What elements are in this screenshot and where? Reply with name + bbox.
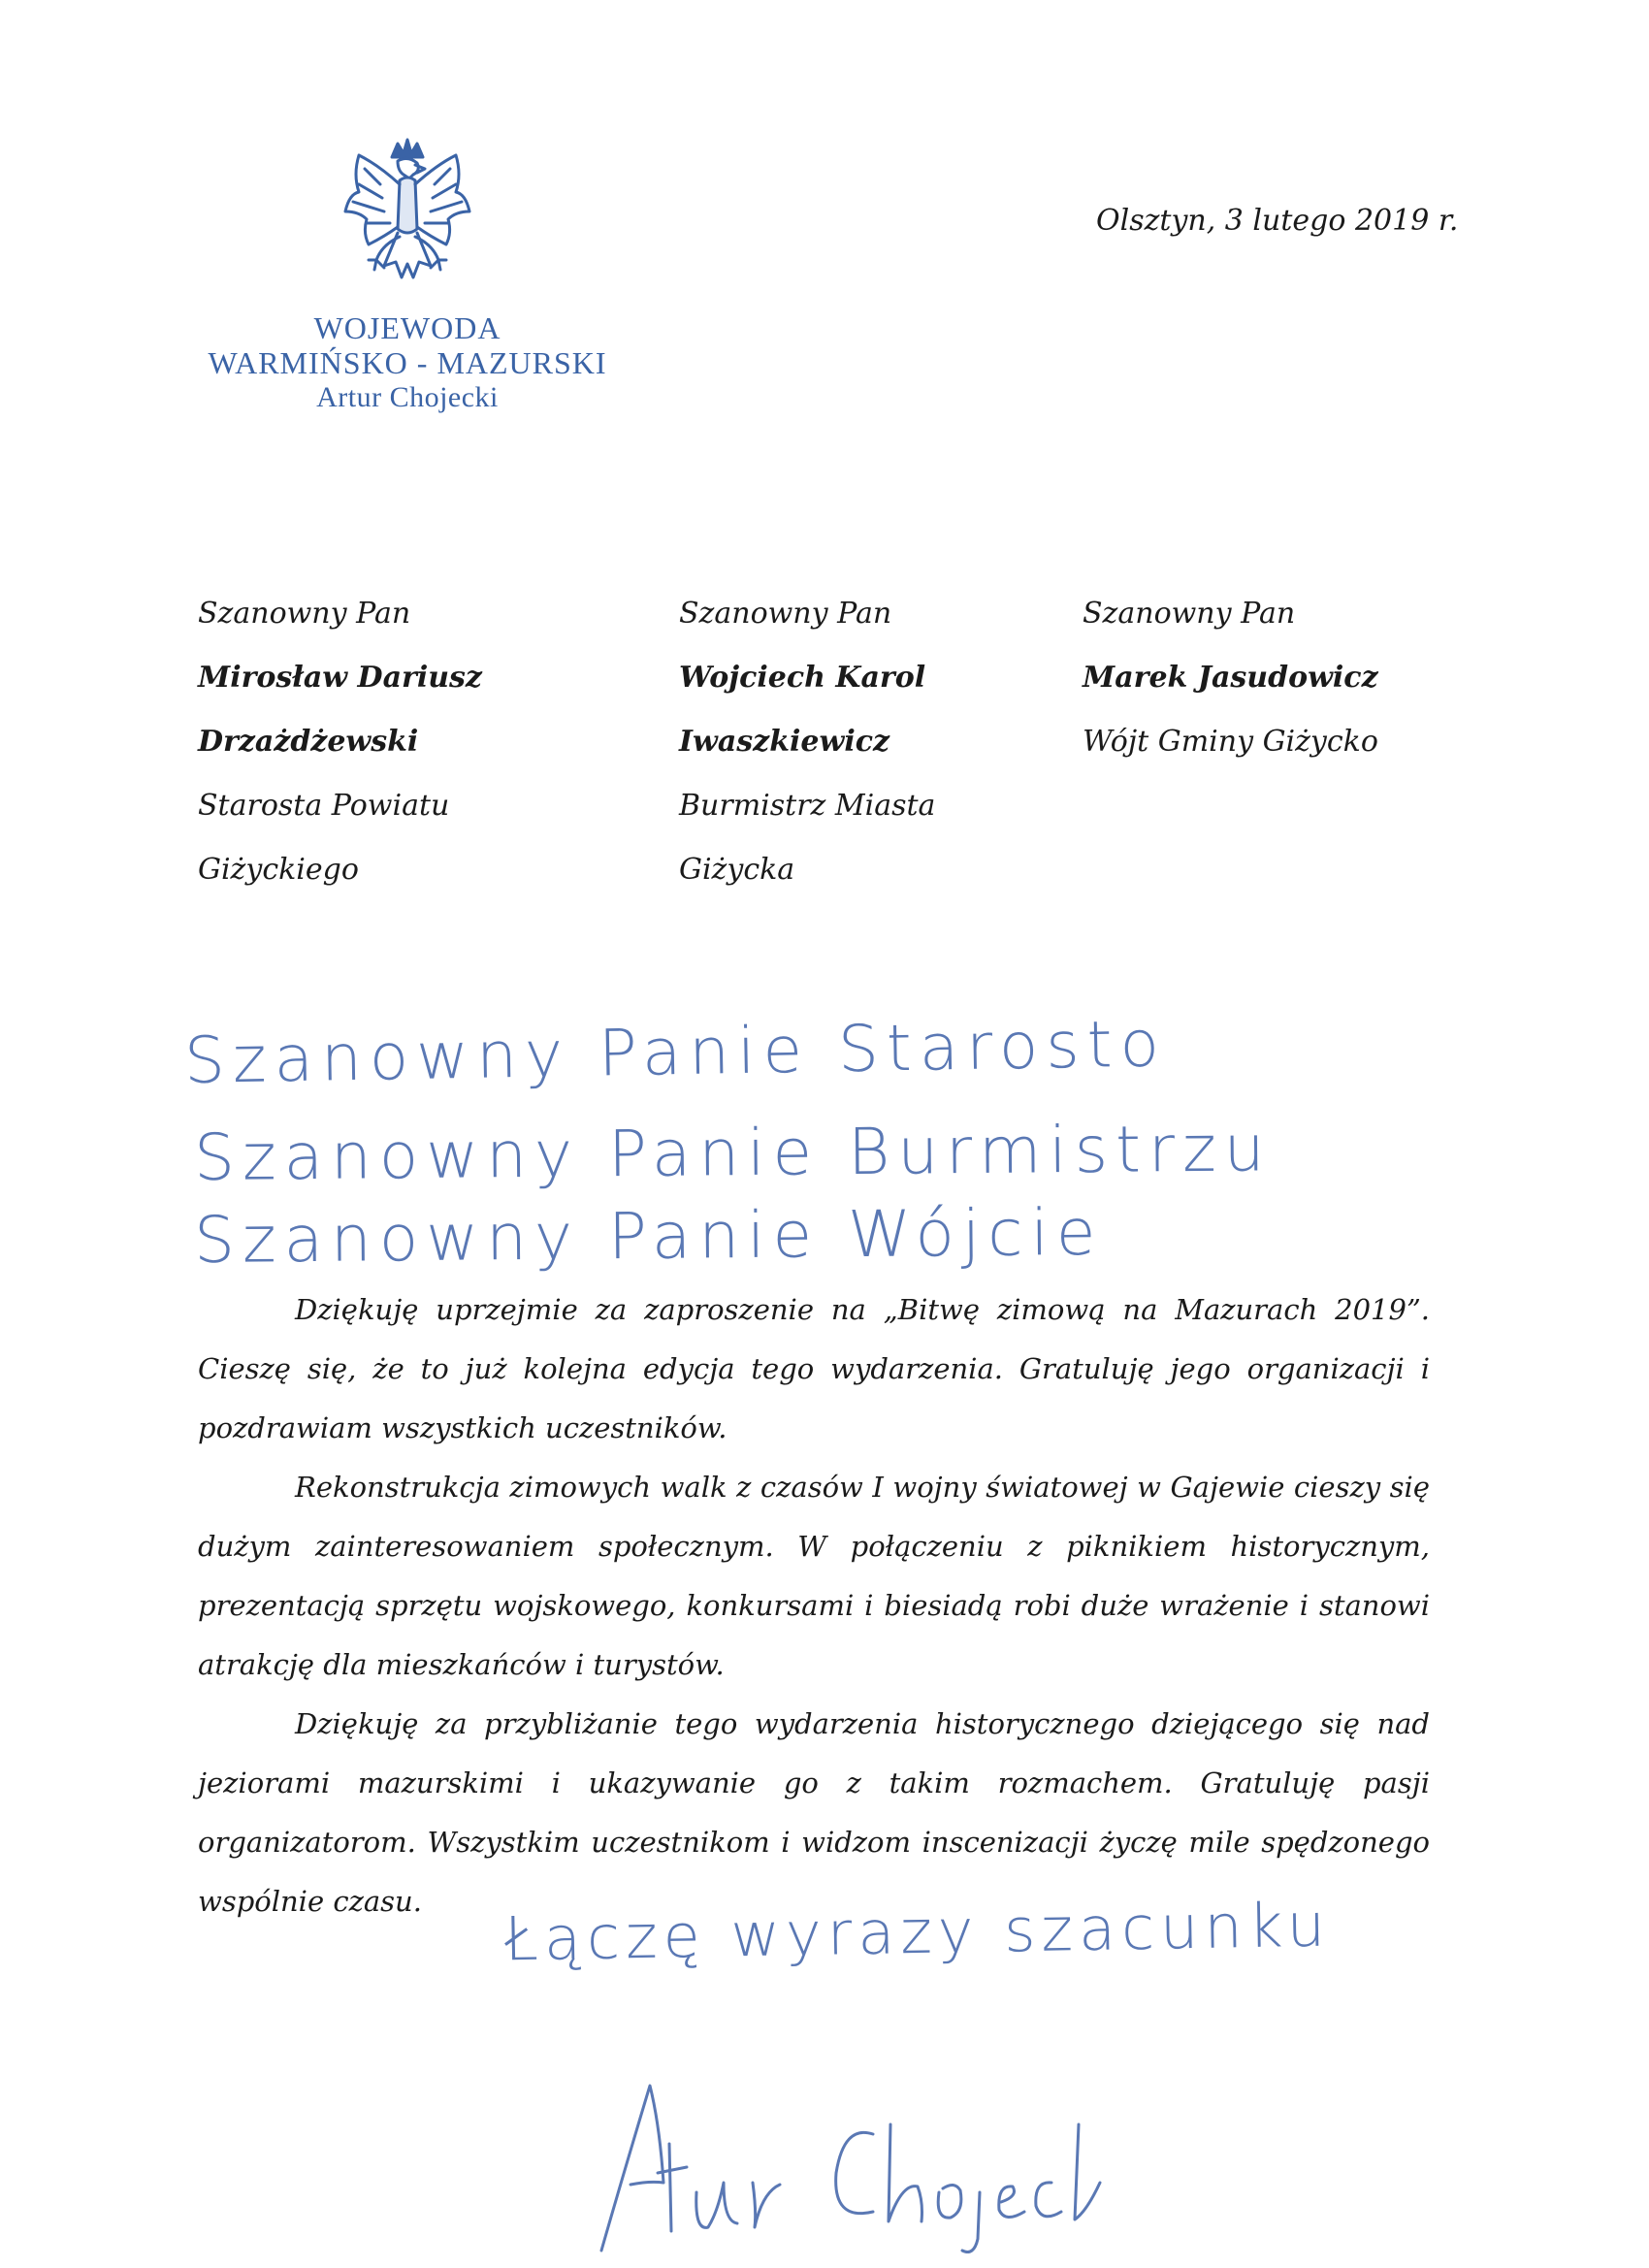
recipient-salutation: Szanowny Pan (679, 597, 892, 631)
recipient-role-line2: Giżyckiego (198, 853, 359, 887)
letter-date: Olsztyn, 3 lutego 2019 r. (1096, 204, 1459, 238)
signature-icon (582, 2066, 1125, 2260)
body-paragraph: Rekonstrukcja zimowych walk z czasów I wojny światowej w Gajewie cieszy się dużym zainteresowaniem społecznym. W połączeniu z piknikiem historycznym, prezentacją sprzętu wojskowego, konkursami i biesiadą robi duże wrażenie i stanowi atrakcję dla mieszkańców i turystów. (198, 1471, 1430, 1681)
recipient-name-line2: Iwaszkiewicz (679, 725, 890, 759)
body-paragraph: Dziękuję za przybliżanie tego wydarzenia historycznego dziejącego się nad jeziorami mazurskimi i ukazywanie go z takim rozmachem. Gratuluję pasji organizatorom. Wszystkim uczestnikom i widzom inscenizacji życzę mile spędzonego wspólnie czasu. (198, 1707, 1430, 1918)
recipient-name-line2: Drzażdżewski (198, 725, 419, 759)
handwritten-closing: Łączę wyrazy szacunku (503, 1889, 1332, 1975)
recipient-salutation: Szanowny Pan (1083, 597, 1296, 631)
recipient-role-line1: Starosta Powiatu (198, 789, 450, 823)
recipient-name-line1: Mirosław Dariusz (198, 661, 482, 695)
body-paragraph: Dziękuję uprzejmie za zaproszenie na „Bitwę zimową na Mazurach 2019”. Cieszę się, że to już kolejna edycja tego wydarzenia. Gratuluję jego organizacji i pozdrawiam wszystkich uczestników. (198, 1293, 1430, 1444)
sender-name: Artur Chojecki (316, 381, 499, 413)
recipient-salutation: Szanowny Pan (198, 597, 411, 631)
handwritten-greeting-line: Szanowny Panie Wójcie (193, 1194, 1104, 1278)
recipient-role-line1: Burmistrz Miasta (679, 789, 936, 823)
recipient-role-line1: Wójt Gminy Giżycko (1083, 725, 1378, 759)
recipient-block (198, 582, 528, 902)
recipient-name-line1: Wojciech Karol (679, 661, 926, 695)
letterhead (184, 136, 630, 415)
recipient-role-line2: Giżycka (679, 853, 795, 887)
recipient-block (1083, 582, 1412, 774)
handwritten-greeting-line: Szanowny Panie Starosto (183, 1006, 1168, 1098)
recipient-name-line1: Marek Jasudowicz (1083, 661, 1378, 695)
letter-body (198, 1280, 1430, 1931)
office-title-line1: WOJEWODA (313, 310, 501, 345)
white-eagle-emblem-icon (320, 136, 495, 310)
recipient-block (679, 582, 1009, 902)
handwritten-signature (582, 2066, 1125, 2260)
handwritten-greeting-line: Szanowny Panie Burmistrzu (193, 1111, 1273, 1195)
office-title-line2: WARMIŃSKO - MAZURSKI (208, 345, 607, 380)
